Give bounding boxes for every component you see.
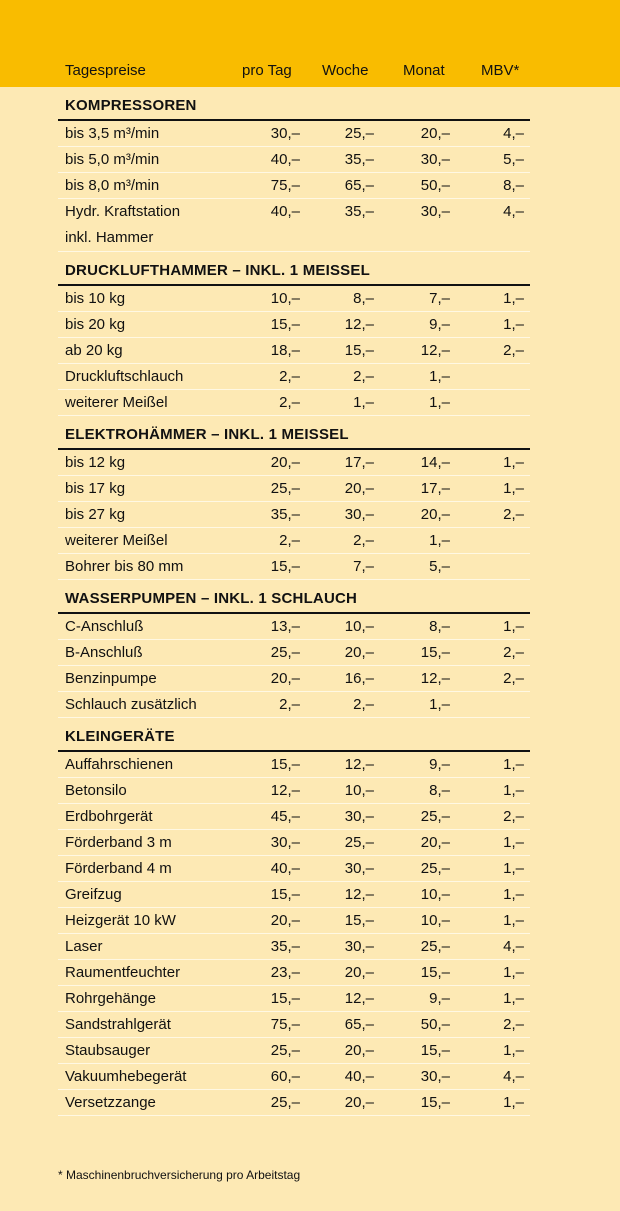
price-month: 20,–: [420, 125, 450, 142]
price-month: 50,–: [420, 177, 450, 194]
section-title: WASSERPUMPEN – INKL. 1 SCHLAUCH: [58, 588, 530, 614]
price-day: 2,–: [279, 394, 300, 411]
price-day: 15,–: [270, 990, 300, 1007]
item-name: Rohrgehänge: [65, 990, 156, 1007]
price-day: 15,–: [270, 558, 300, 575]
price-month: 9,–: [429, 316, 450, 333]
item-name: Staubsauger: [65, 1042, 151, 1059]
price-mbv: 1,–: [503, 860, 524, 877]
item-name: bis 3,5 m³/min: [65, 125, 160, 142]
price-month: 1,–: [429, 696, 450, 713]
header-pro-tag: pro Tag: [242, 62, 292, 79]
price-day: 25,–: [270, 644, 300, 661]
item-name: bis 12 kg: [65, 454, 126, 471]
price-mbv: 2,–: [503, 506, 524, 523]
price-week: 1,–: [353, 394, 374, 411]
item-name: Druckluftschlauch: [65, 368, 184, 385]
price-mbv: 1,–: [503, 964, 524, 981]
price-day: 40,–: [270, 860, 300, 877]
table-row: [58, 804, 530, 830]
item-name: bis 5,0 m³/min: [65, 151, 160, 168]
price-mbv: 2,–: [503, 644, 524, 661]
price-mbv: 1,–: [503, 290, 524, 307]
item-name: B-Anschluß: [65, 644, 143, 661]
price-day: 25,–: [270, 1042, 300, 1059]
item-name: Schlauch zusätzlich: [65, 696, 197, 713]
item-name: bis 10 kg: [65, 290, 126, 307]
price-week: 35,–: [344, 203, 374, 220]
table-row: [58, 882, 530, 908]
header-mbv: MBV*: [481, 62, 520, 79]
price-month: 25,–: [420, 938, 450, 955]
price-week: 20,–: [344, 644, 374, 661]
price-week: 12,–: [344, 990, 374, 1007]
price-week: 16,–: [344, 670, 374, 687]
table-row: [58, 778, 530, 804]
price-week: 30,–: [344, 506, 374, 523]
price-week: 2,–: [353, 532, 374, 549]
item-name: Vakuumhebegerät: [65, 1068, 187, 1085]
price-month: 12,–: [420, 670, 450, 687]
item-name: Förderband 4 m: [65, 860, 172, 877]
price-mbv: 1,–: [503, 1042, 524, 1059]
item-name: Bohrer bis 80 mm: [65, 558, 184, 575]
item-name: Benzinpumpe: [65, 670, 157, 687]
price-month: 1,–: [429, 394, 450, 411]
price-week: 65,–: [344, 1016, 374, 1033]
price-week: 10,–: [344, 618, 374, 635]
table-row: [58, 173, 530, 199]
price-mbv: 1,–: [503, 1094, 524, 1111]
section-title: KOMPRESSOREN: [58, 95, 530, 121]
price-week: 7,–: [353, 558, 374, 575]
price-month: 25,–: [420, 808, 450, 825]
price-month: 50,–: [420, 1016, 450, 1033]
price-day: 18,–: [270, 342, 300, 359]
price-week: 20,–: [344, 1042, 374, 1059]
header-woche: Woche: [322, 62, 369, 79]
price-mbv: 4,–: [503, 125, 524, 142]
table-row: [58, 364, 530, 390]
price-week: 10,–: [344, 782, 374, 799]
price-week: 30,–: [344, 808, 374, 825]
price-month: 8,–: [429, 618, 450, 635]
price-week: 25,–: [344, 834, 374, 851]
price-month: 10,–: [420, 912, 450, 929]
item-name: bis 27 kg: [65, 506, 126, 523]
table-row: [58, 554, 530, 580]
price-week: 8,–: [353, 290, 374, 307]
price-month: 15,–: [420, 1042, 450, 1059]
price-week: 30,–: [344, 860, 374, 877]
price-month: 20,–: [420, 506, 450, 523]
price-month: 20,–: [420, 834, 450, 851]
table-row: [58, 1012, 530, 1038]
price-day: 15,–: [270, 316, 300, 333]
item-name: Heizgerät 10 kW: [65, 912, 176, 929]
item-name: Greifzug: [65, 886, 122, 903]
item-name: Laser: [65, 938, 103, 955]
table-row: [58, 908, 530, 934]
price-day: 15,–: [270, 756, 300, 773]
price-day: 25,–: [270, 1094, 300, 1111]
section-title: ELEKTROHÄMMER – INKL. 1 MEISSEL: [58, 424, 530, 450]
price-month: 30,–: [420, 151, 450, 168]
price-week: 12,–: [344, 316, 374, 333]
item-name: bis 17 kg: [65, 480, 126, 497]
price-month: 1,–: [429, 368, 450, 385]
price-day: 12,–: [270, 782, 300, 799]
price-mbv: 2,–: [503, 342, 524, 359]
price-day: 20,–: [270, 912, 300, 929]
table-row: [58, 986, 530, 1012]
table-row: [58, 692, 530, 718]
section-title: DRUCKLUFTHAMMER – INKL. 1 MEISSEL: [58, 260, 530, 286]
price-mbv: 1,–: [503, 912, 524, 929]
price-month: 5,–: [429, 558, 450, 575]
table-row: [58, 640, 530, 666]
price-week: 12,–: [344, 886, 374, 903]
price-table: [58, 87, 530, 1116]
price-mbv: 8,–: [503, 177, 524, 194]
price-day: 25,–: [270, 480, 300, 497]
header-monat: Monat: [403, 62, 445, 79]
price-month: 12,–: [420, 342, 450, 359]
price-day: 40,–: [270, 151, 300, 168]
price-day: 2,–: [279, 696, 300, 713]
table-row: [58, 752, 530, 778]
price-month: 7,–: [429, 290, 450, 307]
price-mbv: 1,–: [503, 782, 524, 799]
table-row: [58, 286, 530, 312]
price-week: 2,–: [353, 368, 374, 385]
price-week: 20,–: [344, 1094, 374, 1111]
item-name: Versetzzange: [65, 1094, 156, 1111]
item-name: Erdbohrgerät: [65, 808, 153, 825]
price-day: 2,–: [279, 532, 300, 549]
price-week: 20,–: [344, 480, 374, 497]
table-row: [58, 147, 530, 173]
price-mbv: 4,–: [503, 203, 524, 220]
price-mbv: 1,–: [503, 316, 524, 333]
price-week: 25,–: [344, 125, 374, 142]
price-day: 20,–: [270, 454, 300, 471]
table-row: [58, 614, 530, 640]
price-month: 15,–: [420, 644, 450, 661]
price-week: 35,–: [344, 151, 374, 168]
price-day: 75,–: [270, 177, 300, 194]
table-row: [58, 312, 530, 338]
price-week: 2,–: [353, 696, 374, 713]
table-row: [58, 390, 530, 416]
price-week: 40,–: [344, 1068, 374, 1085]
item-name: Raumentfeuchter: [65, 964, 181, 981]
price-week: 15,–: [344, 912, 374, 929]
price-mbv: 1,–: [503, 454, 524, 471]
price-day: 23,–: [270, 964, 300, 981]
price-day: 2,–: [279, 368, 300, 385]
price-month: 17,–: [420, 480, 450, 497]
price-month: 9,–: [429, 756, 450, 773]
footnote: * Maschinenbruchversicherung pro Arbeitstag: [58, 1168, 301, 1182]
price-week: 17,–: [344, 454, 374, 471]
price-month: 14,–: [420, 454, 450, 471]
item-name: weiterer Meißel: [65, 532, 168, 549]
table-row: [58, 934, 530, 960]
price-month: 30,–: [420, 1068, 450, 1085]
table-row: [58, 856, 530, 882]
price-month: 15,–: [420, 1094, 450, 1111]
price-day: 60,–: [270, 1068, 300, 1085]
table-row: [58, 476, 530, 502]
price-mbv: 1,–: [503, 618, 524, 635]
price-day: 30,–: [270, 834, 300, 851]
table-row: [58, 830, 530, 856]
table-row: [58, 121, 530, 147]
price-month: 1,–: [429, 532, 450, 549]
price-day: 13,–: [270, 618, 300, 635]
price-day: 20,–: [270, 670, 300, 687]
price-mbv: 2,–: [503, 670, 524, 687]
price-week: 65,–: [344, 177, 374, 194]
table-row: [58, 199, 530, 252]
table-row: [58, 1038, 530, 1064]
item-name: C-Anschluß: [65, 618, 144, 635]
item-name: Förderband 3 m: [65, 834, 172, 851]
price-mbv: 1,–: [503, 756, 524, 773]
price-week: 30,–: [344, 938, 374, 955]
price-mbv: 1,–: [503, 834, 524, 851]
price-month: 30,–: [420, 203, 450, 220]
price-day: 75,–: [270, 1016, 300, 1033]
price-week: 12,–: [344, 756, 374, 773]
header-tagespreise: Tagespreise: [65, 62, 146, 79]
price-day: 10,–: [270, 290, 300, 307]
table-row: [58, 338, 530, 364]
price-day: 30,–: [270, 125, 300, 142]
price-mbv: 2,–: [503, 808, 524, 825]
price-month: 15,–: [420, 964, 450, 981]
price-month: 25,–: [420, 860, 450, 877]
price-day: 35,–: [270, 506, 300, 523]
item-name: Betonsilo: [65, 782, 127, 799]
table-header: [0, 62, 620, 84]
price-mbv: 1,–: [503, 886, 524, 903]
table-row: [58, 1064, 530, 1090]
table-row: [58, 502, 530, 528]
price-mbv: 2,–: [503, 1016, 524, 1033]
item-name: Sandstrahlgerät: [65, 1016, 171, 1033]
item-name: weiterer Meißel: [65, 394, 168, 411]
table-row: [58, 1090, 530, 1116]
price-mbv: 1,–: [503, 480, 524, 497]
item-name: ab 20 kg: [65, 342, 123, 359]
price-day: 40,–: [270, 203, 300, 220]
price-day: 15,–: [270, 886, 300, 903]
table-row: [58, 666, 530, 692]
price-month: 8,–: [429, 782, 450, 799]
price-month: 9,–: [429, 990, 450, 1007]
item-name: Auffahrschienen: [65, 756, 174, 773]
price-mbv: 4,–: [503, 938, 524, 955]
table-row: [58, 450, 530, 476]
price-day: 35,–: [270, 938, 300, 955]
price-mbv: 1,–: [503, 990, 524, 1007]
price-mbv: 4,–: [503, 1068, 524, 1085]
table-row: [58, 528, 530, 554]
price-week: 15,–: [344, 342, 374, 359]
item-name: bis 8,0 m³/min: [65, 177, 160, 194]
section-title: KLEINGERÄTE: [58, 726, 530, 752]
item-name: Hydr. Kraftstation inkl. Hammer: [65, 203, 181, 246]
price-day: 45,–: [270, 808, 300, 825]
price-mbv: 5,–: [503, 151, 524, 168]
price-week: 20,–: [344, 964, 374, 981]
item-name: bis 20 kg: [65, 316, 126, 333]
price-month: 10,–: [420, 886, 450, 903]
table-row: [58, 960, 530, 986]
